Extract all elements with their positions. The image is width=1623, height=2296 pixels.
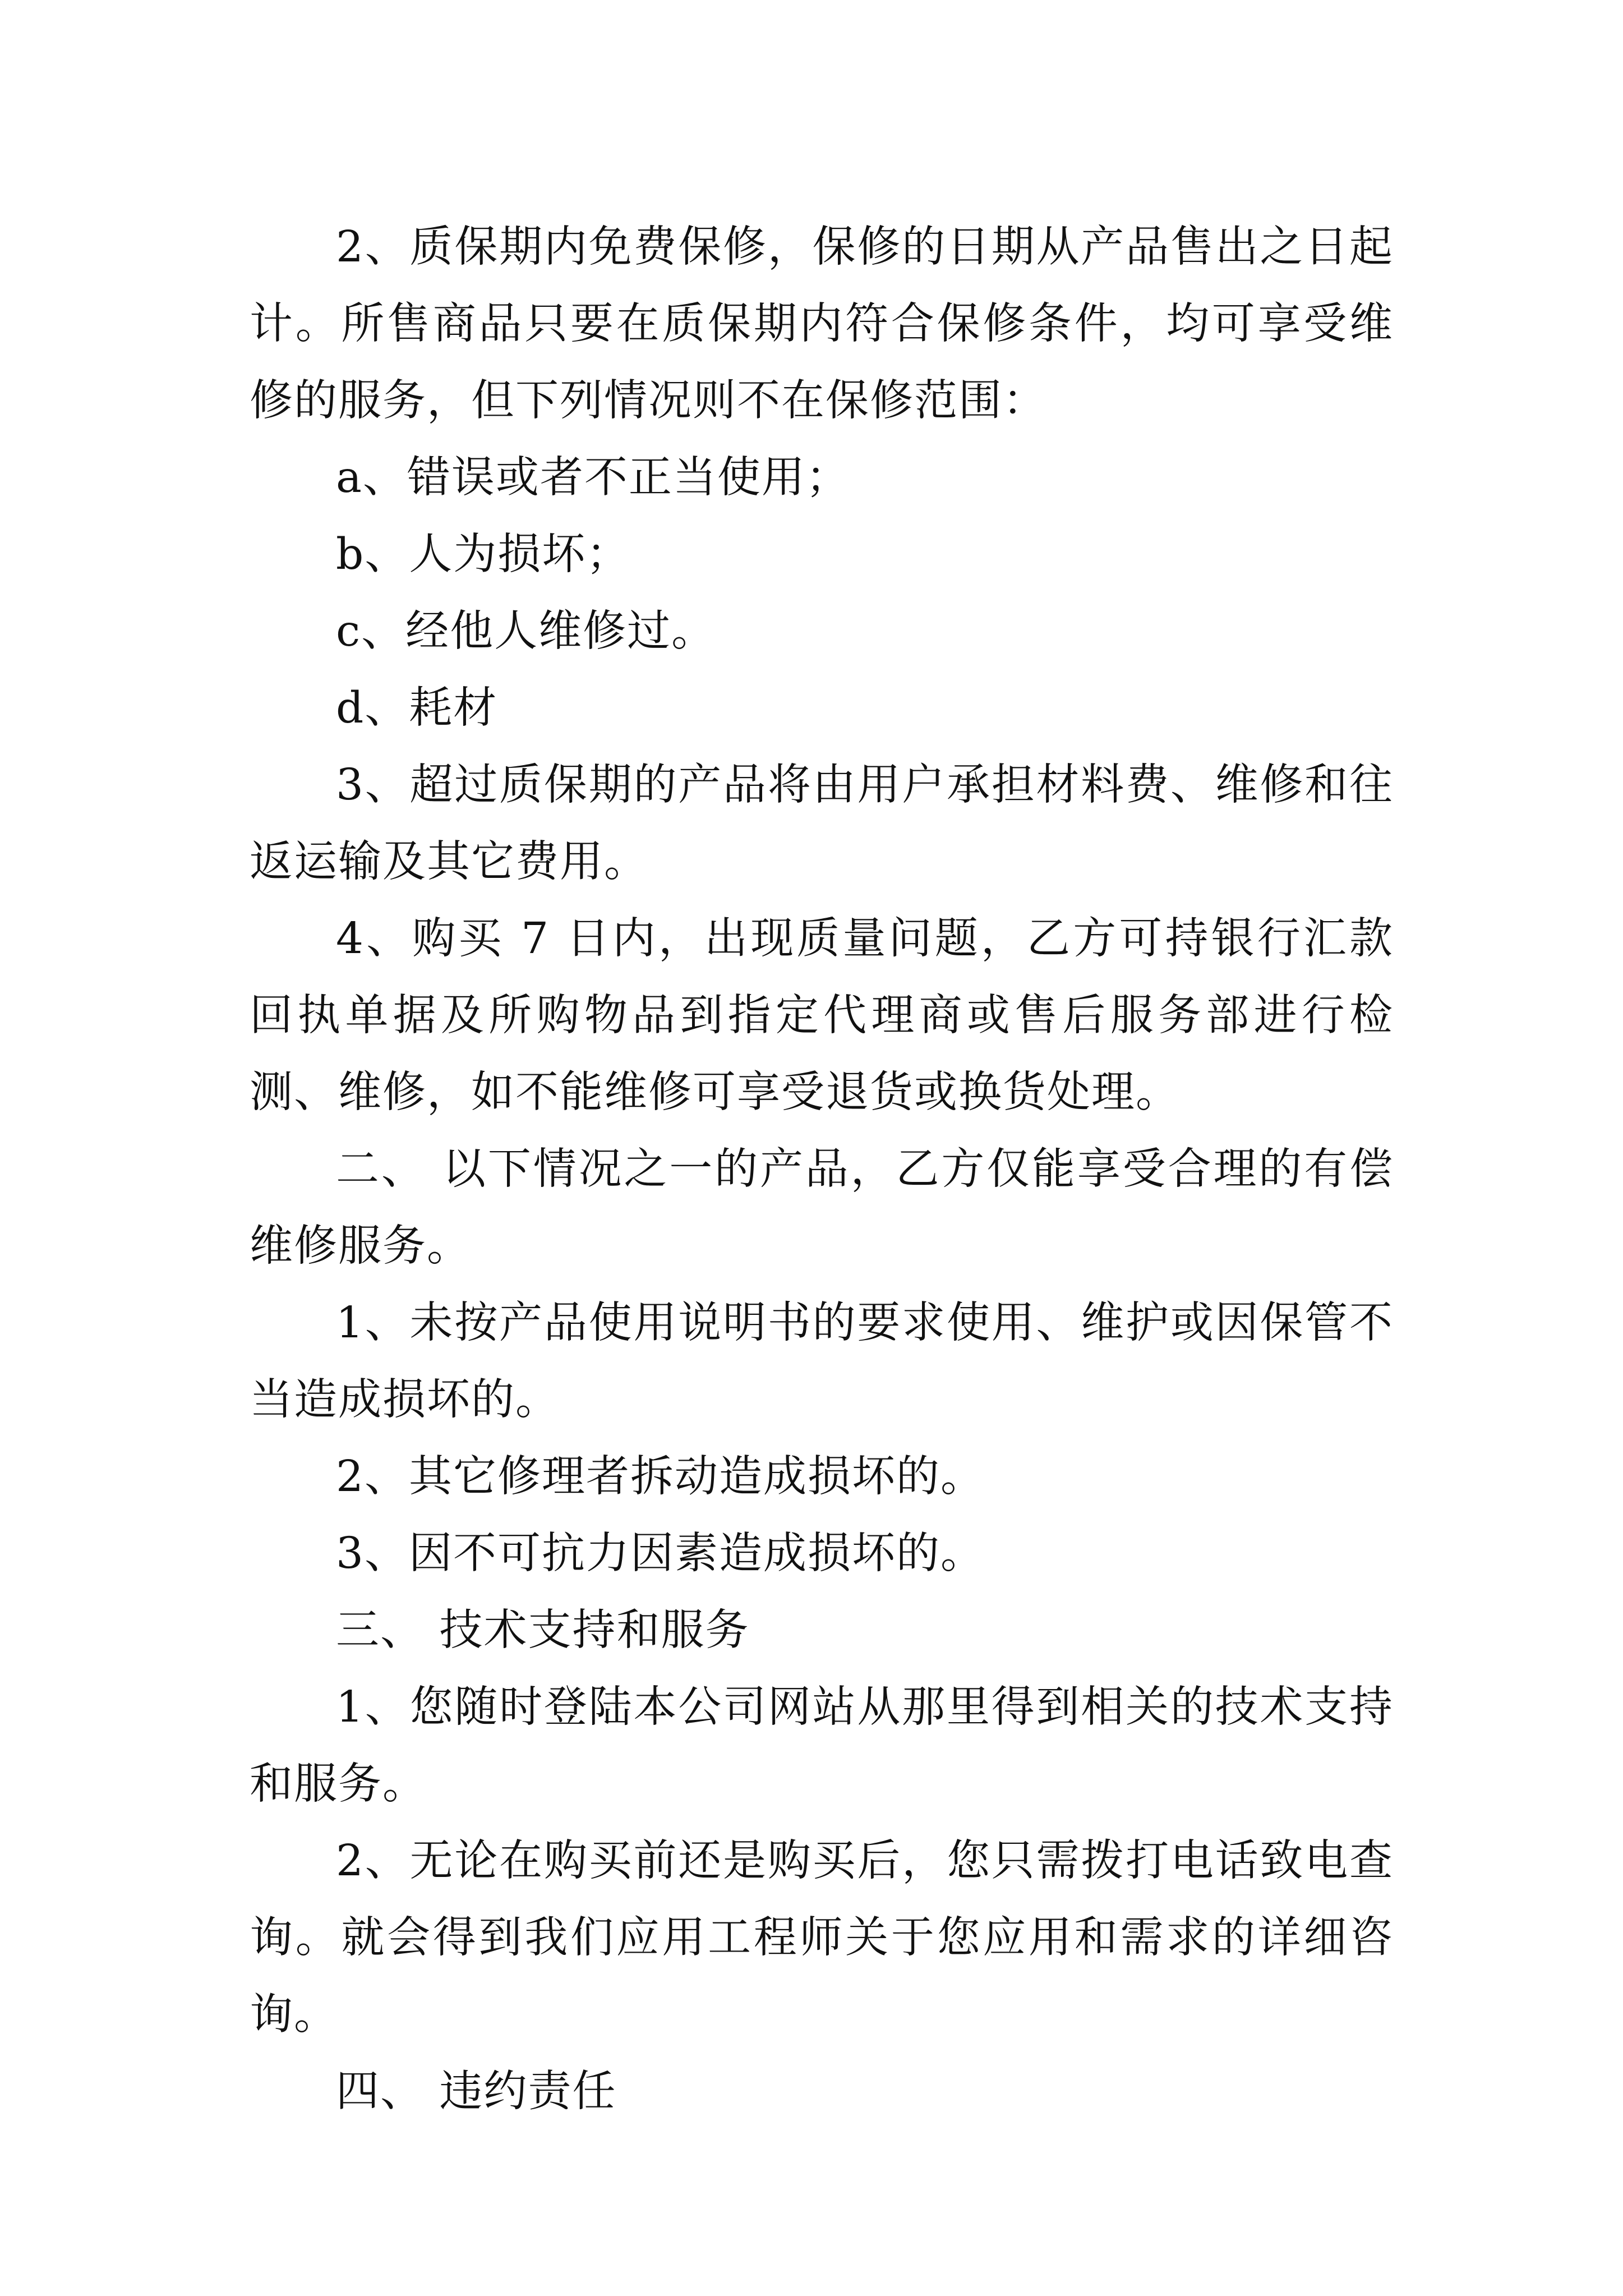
paragraph-paid-repair-3: 3、因不可抗力因素造成损坏的。	[336, 1529, 985, 1579]
section-heading-tech-support: 三、 技术支持和服务	[336, 1605, 750, 1655]
paragraph-tech-support-2: 2、无论在购买前还是购买后，您只需拨打电话致电查询。就会得到我们应用工程师关于您应用和需求的详细咨询。	[250, 1836, 1394, 2040]
paragraph-exclusion-c: c、经他人维修过。	[336, 606, 716, 656]
paragraph-post-warranty-costs: 3、超过质保期的产品将由用户承担材料费、维修和往返运输及其它费用。	[250, 760, 1394, 887]
paragraph-exclusion-d: d、耗材	[336, 683, 498, 733]
section-heading-breach-liability: 四、 违约责任	[336, 2067, 617, 2116]
paragraph-paid-repair-1: 1、未按产品使用说明书的要求使用、维护或因保管不当造成损坏的。	[250, 1298, 1394, 1425]
document-body	[250, 209, 1394, 2130]
section-heading-paid-repair: 二、 以下情况之一的产品，乙方仅能享受合理的有偿维修服务。	[250, 1144, 1394, 1271]
paragraph-exclusion-a: a、错误或者不正当使用；	[336, 453, 850, 503]
paragraph-seven-day-return: 4、购买 7 日内，出现质量问题，乙方可持银行汇款回执单据及所购物品到指定代理商或售后服务部进行检测、维修，如不能维修可享受退货或换货处理。	[250, 914, 1394, 1117]
paragraph-warranty-free-repair: 2、质保期内免费保修，保修的日期从产品售出之日起计。所售商品只要在质保期内符合保修条件，均可享受维修的服务，但下列情况则不在保修范围：	[250, 222, 1394, 426]
paragraph-paid-repair-2: 2、其它修理者拆动造成损坏的。	[336, 1452, 985, 1502]
paragraph-exclusion-b: b、人为损坏；	[336, 530, 631, 579]
paragraph-tech-support-1: 1、您随时登陆本公司网站从那里得到相关的技术支持和服务。	[250, 1682, 1394, 1809]
